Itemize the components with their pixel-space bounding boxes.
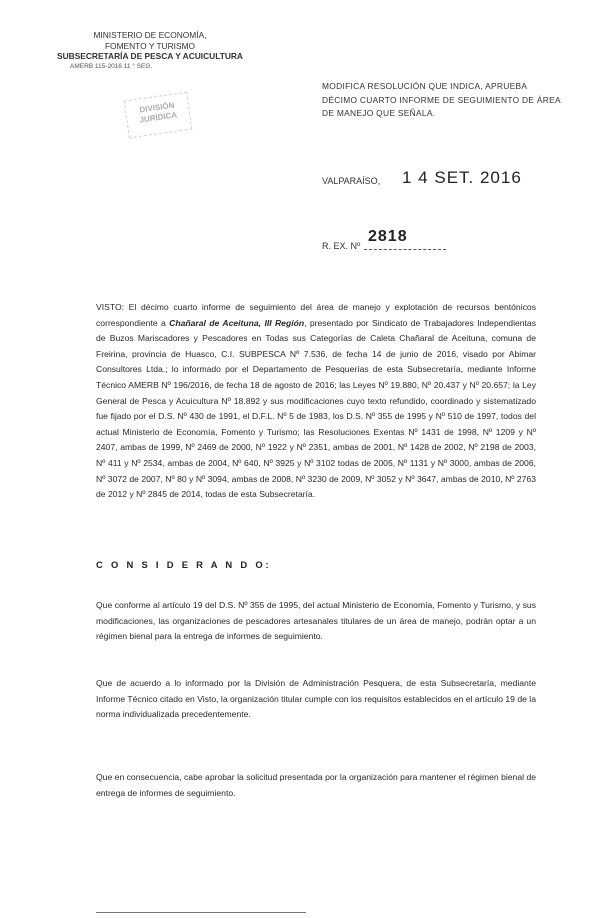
considerando-paragraph-1: Que conforme al artículo 19 del D.S. Nº 355 de 1995, del actual Ministerio de Economía, Fomento y Turismo, y sus modificaciones, las organizaciones de pescadores artesanales titulares de un área de manejo, podrán optar a un régimen bienal para la entrega de informes de seguimiento. (96, 600, 536, 642)
resolution-number-label: R. EX. Nº (322, 241, 361, 251)
subsecretaria-name: SUBSECRETARÍA DE PESCA Y ACUICULTURA (57, 51, 243, 61)
division-stamp (124, 92, 193, 139)
file-reference: AMERB 115-2016 11 ° SEG. (70, 62, 153, 70)
ministry-name-line2: FOMENTO Y TURISMO (104, 40, 196, 51)
visto-text-1: VISTO: El décimo cuarto informe de seguimiento del área de manejo y explotación de recursos bentónicos correspondiente a (96, 302, 536, 328)
footer-rule (96, 912, 306, 913)
visto-paragraph (96, 300, 536, 503)
area-name: Chañaral de Aceituna, III Región (169, 317, 305, 328)
considerando-paragraph-3: Que en consecuencia, cabe aprobar la solicitud presentada por la organización para mantener el régimen bienal de entrega de informes de seguimiento. (96, 772, 536, 798)
stamp-text (130, 99, 186, 126)
ministry-name: MINISTERIO DE ECONOMÍA, (93, 30, 207, 40)
stamp-line-1: DIVISIÓN (138, 100, 175, 115)
stamp-line-2: JURÍDICA (139, 110, 178, 125)
place-label: VALPARAÍSO, (322, 176, 381, 186)
visto-text-2: , presentado por Sindicato de Trabajadores Independientas de Buzos Mariscadores y Pescadores en Todas sus Categorías de Caleta Chañaral de Aceituna, comuna de Freirina, provincia de Huasco, C.I. SUBPESCA Nº 7.536, de fecha 14 de junio de 2016, visado por Abimar Consultores Ltda.; lo informado por el Departamento de Pesquerías de esta Subsecretaría, mediante Informe Técnico AMERB Nº 196/2016, de fecha 18 de agosto de 2016; las Leyes Nº 19.880, Nº 20.437 y Nº 20.657; la Ley General de Pesca y Acuicultura Nº 18.892 y sus modificaciones cuyo texto refundido, coordinado y sistematizado fue fijado por el D.S. Nº 430 de 1991, el D.F.L. Nº 5 de 1983, los D.S. Nº 355 de 1995 y Nº 510 de 1997, todos del actual Ministerio de Economía, Fomento y Turismo; las Resoluciones Exentas Nº 1431 de 1998, Nº 1209 y Nº 2407, ambas de 1999, Nº 2469 de 2000, Nº 1922 y Nº 2351, ambas de 2001, Nº 1428 de 2002, Nº 2198 de 2003, Nº 411 y Nº 2534, ambas de 2004, Nº 640, Nº 3925 y Nº 3102 todas de 2005, Nº 1131 y Nº 3000, ambas de 2006, Nº 3072 de 2007, Nº 80 y Nº 3094, ambas de 2008, Nº 3230 de 2009, Nº 3052 y Nº 3647, ambas de 2010, Nº 2763 de 2012 y Nº 2845 de 2014, todas de esta Subsecretaría. (96, 317, 537, 500)
considerando-heading: C O N S I D E R A N D O: (96, 559, 272, 570)
resolution-number-underline (364, 249, 446, 250)
resolution-subject: MODIFICA RESOLUCIÓN QUE INDICA, APRUEBA DÉCIMO CUARTO INFORME DE SEGUIMIENTO DE ÁREA DE MANEJO QUE SEÑALA. (322, 81, 561, 118)
resolution-number: 2818 (368, 228, 408, 245)
considerando-paragraph-2: Que de acuerdo a lo informado por la División de Administración Pesquera, de esta Subsecretaría, mediante Informe Técnico citado en Visto, la organización titular cumple con los requisitos establecidos en el artículo 19 de la norma individualizada precedentemente. (96, 678, 536, 720)
letterhead (50, 30, 250, 72)
resolution-date: 1 4 SET. 2016 (402, 168, 522, 187)
